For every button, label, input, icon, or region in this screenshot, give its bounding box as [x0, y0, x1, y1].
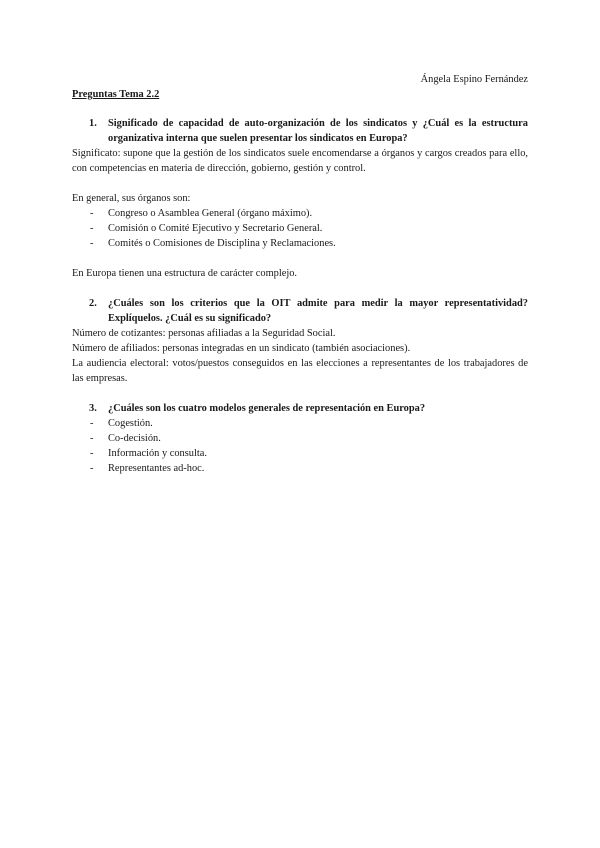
- answer-paragraph: Número de afiliados: personas integradas en un sindicato (también asociaciones).: [72, 343, 411, 354]
- list-item: - Congreso o Asamblea General (órgano máximo).: [90, 208, 313, 219]
- list-item: - Co-decisión.: [90, 433, 161, 444]
- answer-paragraph: Significato: supone que la gestión de los sindicatos suele encomendarse a órganos y cargos creados para ello, con competencias en materia de dirección, gobierno, gestión y control.: [72, 148, 528, 174]
- list-item: - Información y consulta.: [90, 448, 207, 459]
- organ-list: [72, 206, 528, 251]
- question-1: [72, 116, 528, 146]
- question-text: ¿Cuáles son los cuatro modelos generales de representación en Europa?: [108, 403, 426, 414]
- document-body: [72, 116, 528, 476]
- model-list: [72, 416, 528, 476]
- question-number: 1.: [89, 118, 97, 129]
- list-item: - Comisión o Comité Ejecutivo y Secretario General.: [90, 223, 323, 234]
- answer-paragraph: En Europa tienen una estructura de carácter complejo.: [72, 268, 298, 279]
- author-name: Ángela Espino Fernández: [420, 74, 528, 85]
- question-3: [72, 401, 528, 416]
- question-text: Significado de capacidad de auto-organización de los sindicatos y ¿Cuál es la estructura organizativa interna que suelen presentar los sindicatos en Europa?: [108, 118, 528, 144]
- question-text: ¿Cuáles son los criterios que la OIT admite para medir la mayor representatividad? Explíquelos. ¿Cuál es su significado?: [108, 298, 528, 324]
- document-title: Preguntas Tema 2.2: [72, 89, 160, 100]
- list-item: - Representantes ad-hoc.: [90, 463, 205, 474]
- question-number: 3.: [89, 403, 97, 414]
- answer-paragraph: Número de cotizantes: personas afiliadas a la Seguridad Social.: [72, 328, 336, 339]
- answer-paragraph: En general, sus órganos son:: [72, 193, 191, 204]
- question-2: [72, 296, 528, 326]
- list-item: - Comités o Comisiones de Disciplina y Reclamaciones.: [90, 238, 336, 249]
- answer-paragraph: La audiencia electoral: votos/puestos conseguidos en las elecciones a representantes de los trabajadores de las empresas.: [72, 358, 528, 384]
- list-item: - Cogestión.: [90, 418, 153, 429]
- question-number: 2.: [89, 298, 97, 309]
